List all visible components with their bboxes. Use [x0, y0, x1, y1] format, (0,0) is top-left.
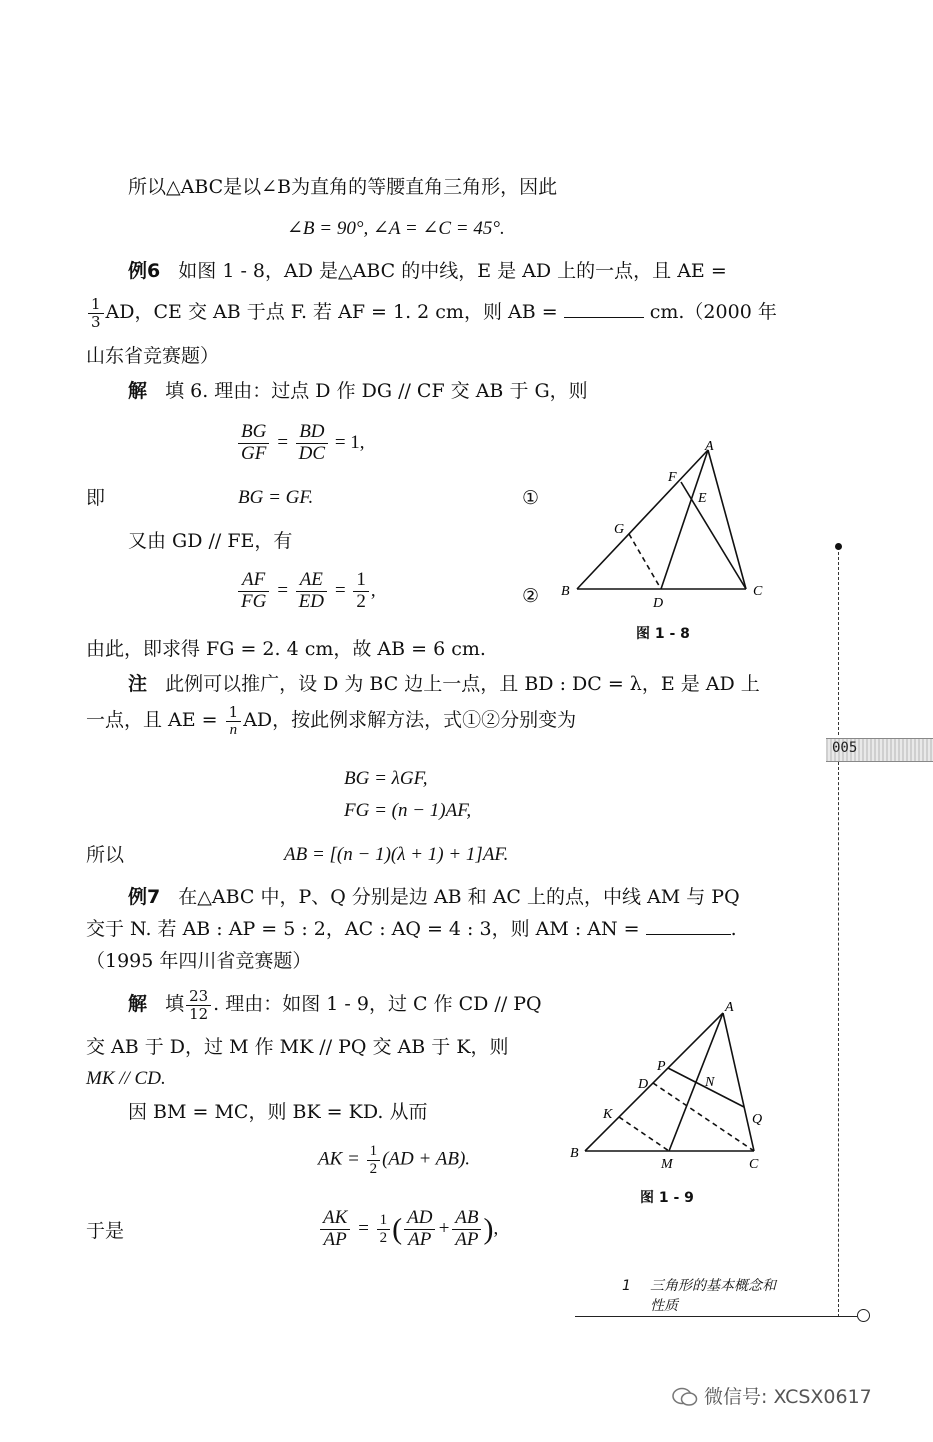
solution7-line2: 交 AB 于 D，过 M 作 MK // PQ 交 AB 于 K，则: [86, 1036, 509, 1058]
equation-ak-ap: $\frac{AK}{AP}$ = $\frac{1}{2}$ ( $\frac{AD}{AP}$ + $\frac{AB}{AP}$ ),: [318, 1208, 498, 1251]
footer-chapter-title: 三角形的基本概念和: [650, 1278, 776, 1294]
example6-text: 如图 1 - 8，AD 是△ABC 的中线，E 是 AD 上的一点，且 AE =: [178, 260, 727, 282]
solution-label: 解: [128, 380, 148, 402]
ji-label: 即: [86, 487, 106, 509]
answer-blank: [564, 301, 644, 318]
yushi-label: 于是: [86, 1220, 125, 1242]
label-f: F: [668, 470, 677, 485]
solution6-line-gd: 又由 GD // FE，有: [128, 530, 293, 552]
page-number: 005: [832, 740, 858, 756]
example7-line2: 交于 N. 若 AB : AP = 5 : 2，AC : AQ = 4 : 3，则 AM : AN = .: [86, 918, 737, 940]
example6-line1: [128, 260, 727, 283]
footer-rule: [575, 1316, 857, 1317]
label-a: A: [705, 439, 714, 454]
equation-ak: AK = $\frac{1}{2}$ (AD + AB).: [318, 1143, 471, 1177]
margin-dashed-line-top: [838, 552, 839, 735]
solution7-label: 解: [128, 993, 148, 1015]
footer-circle: [857, 1309, 870, 1322]
label-q: Q: [752, 1112, 763, 1127]
footer-chapter-title-2: 性质: [650, 1298, 678, 1314]
margin-dashed-line-bottom: [838, 762, 839, 1317]
wechat-icon: [672, 1386, 698, 1408]
equation-af-fg: $\frac{AF}{FG}$ = $\frac{AE}{ED}$ = $\frac{1}{2}$ ,: [236, 570, 376, 613]
equation-bg-eq-gf: BG = GF.: [238, 487, 314, 508]
watermark-text: 微信号: XCSX0617: [704, 1386, 872, 1408]
label-d: D: [638, 1077, 649, 1092]
footer-chapter-number: 1: [622, 1278, 631, 1294]
equation-marker-2: ②: [522, 585, 540, 607]
note-equation-2: FG = (n − 1)AF,: [344, 800, 472, 821]
note-label: 注: [128, 673, 148, 695]
intro-line: 所以△ABC是以∠B为直角的等腰直角三角形，因此: [128, 176, 558, 198]
label-c: C: [749, 1157, 759, 1172]
figure-1-8-caption: 图 1 - 8: [636, 626, 690, 642]
label-p: P: [657, 1059, 666, 1074]
equation-bg-gf: $\frac{BG}{GF}$ = $\frac{BD}{DC}$ = 1,: [236, 422, 365, 465]
segment-gd: [629, 534, 661, 589]
edge-ac: [723, 1013, 754, 1151]
figure-1-9: [565, 995, 785, 1180]
equation-marker-1: ①: [522, 487, 540, 509]
edge-ac: [708, 450, 746, 589]
note-line2: 一点，且 AE = $\frac{1}{n}$ AD，按此例求解方法，式①②分别变为: [86, 703, 577, 738]
label-a: A: [725, 1000, 734, 1015]
edge-ab: [585, 1013, 723, 1151]
edge-ab: [577, 450, 708, 589]
suoyi-label: 所以: [86, 844, 125, 866]
label-n: N: [705, 1075, 715, 1090]
label-d: D: [653, 596, 664, 611]
figure-1-8: [555, 438, 775, 618]
example7-line1: 例7 在△ABC 中，P、Q 分别是边 AB 和 AC 上的点，中线 AM 与 PQ: [128, 886, 740, 908]
label-e: E: [698, 491, 707, 506]
solution7-line3: MK // CD.: [86, 1068, 166, 1089]
note-equation-1: BG = λGF,: [344, 768, 428, 789]
solution6-result: 由此，即求得 FG = 2. 4 cm，故 AB = 6 cm.: [86, 638, 486, 660]
segment-cf: [681, 482, 746, 589]
example7-source: （1995 年四川省竞赛题）: [86, 950, 312, 972]
intro-angles: ∠B = 90°, ∠A = ∠C = 45°.: [287, 218, 505, 239]
example6-line2: [86, 296, 777, 330]
solution7-line1: 解 填 $\frac{23}{12}$ . 理由：如图 1 - 9，过 C 作 CD // PQ: [128, 987, 542, 1023]
label-g: G: [614, 522, 625, 537]
segment-cd: [653, 1083, 754, 1151]
label-b: B: [570, 1146, 579, 1161]
note-equation-3: AB = [(n − 1)(λ + 1) + 1]AF.: [284, 844, 509, 865]
example6-source: cm.（2000 年: [649, 301, 777, 323]
example6-line3: 山东省竞赛题）: [86, 345, 220, 367]
solution7-line4: 因 BM = MC，则 BK = KD. 从而: [128, 1101, 428, 1123]
answer-blank-2: [646, 918, 731, 935]
solution6-line1: 解 填 6. 理由：过点 D 作 DG // CF 交 AB 于 G，则: [128, 380, 588, 402]
label-m: M: [661, 1157, 673, 1172]
figure-1-9-caption: 图 1 - 9: [640, 1190, 694, 1206]
example6-text2: AD，CE 交 AB 于点 F. 若 AF = 1. 2 cm，则 AB =: [105, 301, 558, 323]
example6-label: 例6: [128, 260, 161, 282]
fraction-one-third: $\frac{1}{3}$: [88, 296, 104, 330]
example7-label: 例7: [128, 886, 161, 908]
label-b: B: [561, 584, 570, 599]
note-line1: 注 此例可以推广，设 D 为 BC 边上一点，且 BD : DC = λ，E 是 AD 上: [128, 673, 760, 695]
label-k: K: [603, 1107, 613, 1122]
label-c: C: [753, 584, 763, 599]
segment-mk: [619, 1117, 669, 1151]
margin-dot: [835, 543, 842, 550]
page-number-tab: [826, 738, 933, 762]
